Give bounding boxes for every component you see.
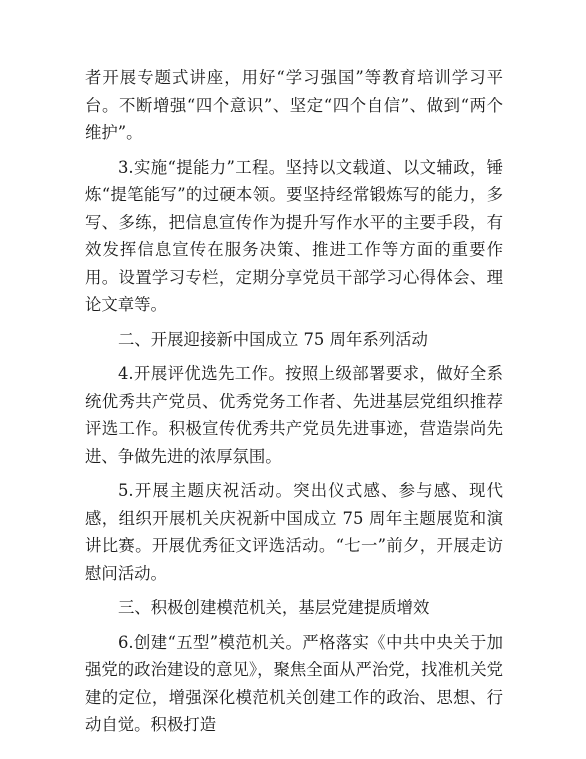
paragraph-model-organs: 6.创建“五型”模范机关。严格落实《中共中央关于加强党的政治建设的意见》，聚焦全面从严治党，找准机关党建的定位，增强深化模范机关创建工作的政治、思想、行动自觉。积极打造: [85, 632, 503, 734]
paragraph-continuation: 者开展专题式讲座，用好“学习强国”等教育培训学习平台。不断增强“四个意识”、坚定“四个自信”、做到“两个维护”。: [85, 68, 503, 142]
paragraph-celebration-activities: 5.开展主题庆祝活动。突出仪式感、参与感、现代感，组织开展机关庆祝新中国成立 75 周年主题展览和演讲比赛。开展优秀征文评选活动。“七一”前夕，开展走访慰问活动。: [85, 481, 503, 583]
paragraph-improve-ability: 3.实施“提能力”工程。坚持以文载道、以文辅政，锤炼“提笔能写”的过硬本领。要坚持经常锻炼写的能力，多写、多练，把信息宣传作为提升写作水平的主要手段，有效发挥信息宣传在服务决策、推进工作等方面的重要作用。设置学习专栏，定期分享党员干部学习心得体会、理论文章等。: [85, 157, 503, 314]
section-heading-2: 二、开展迎接新中国成立 75 周年系列活动: [118, 329, 428, 349]
section-heading-3: 三、积极创建模范机关，基层党建提质增效: [118, 598, 430, 617]
paragraph-selection-work: 4.开展评优选先工作。按照上级部署要求，做好全系统优秀共产党员、优秀党务工作者、先进基层党组织推荐评选工作。积极宣传优秀共产党员先进事迹，营造崇尚先进、争做先进的浓厚氛围。: [85, 364, 503, 466]
document-body: [85, 64, 503, 746]
